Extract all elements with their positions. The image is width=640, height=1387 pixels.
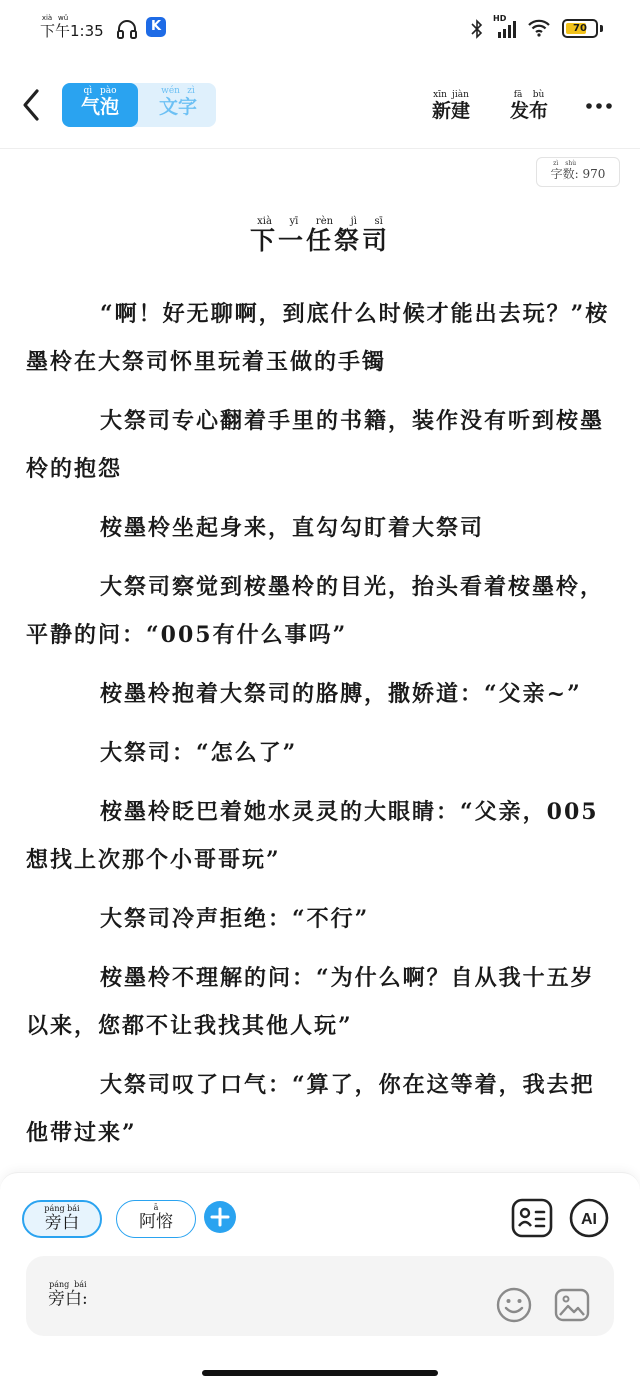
view-mode-tabs [62,83,216,127]
wifi-icon [527,18,551,38]
ai-assistant-icon[interactable] [569,1198,609,1238]
more-icon[interactable] [585,102,613,110]
composer-panel [0,1172,640,1387]
paragraph[interactable]: 桉墨柃抱着大祭司的胳膊，撒娇道：“父亲~” [100,681,582,707]
ai-label: AI [581,1211,597,1228]
paragraph[interactable]: 大祭司叹了口气：“算了，你在这等着，我去把他带过来” [26,1072,595,1146]
k-app-icon: K [146,17,166,37]
battery-tip [600,25,603,32]
message-input[interactable] [102,1278,482,1314]
bluetooth-icon [470,18,484,40]
message-input-box [26,1256,614,1336]
input-role-label: 旁白:páng bái [48,1280,88,1309]
paragraph[interactable]: 大祭司专心翻着手里的书籍，装作没有听到桉墨柃的抱怨 [26,408,605,482]
role-chip-aneng[interactable]: 阿愹ā [116,1200,196,1238]
role-chip-narrator[interactable]: 旁白páng bái [22,1200,102,1238]
emoji-icon[interactable] [495,1286,533,1324]
signal-icon [494,18,520,40]
battery-icon [562,19,598,38]
tab-bubble[interactable]: 气泡qì pào [62,83,138,127]
character-card-icon[interactable] [511,1198,553,1238]
word-count-badge: 字数:zì shù 970 [536,157,620,187]
publish-button[interactable]: 发布fā bù [510,90,549,122]
header-divider [0,148,640,149]
paragraph[interactable]: “啊！好无聊啊，到底什么时候才能出去玩？”桉墨柃在大祭司怀里玩着玉做的手镯 [26,301,610,375]
new-button[interactable]: 新建xīn jiàn [432,90,471,122]
paragraph[interactable]: 桉墨柃眨巴着她水灵灵的大眼睛：“父亲，005想找上次那个小哥哥玩” [26,799,599,873]
hd-label: HD [493,14,507,23]
top-bar [0,72,640,142]
status-bar [0,0,640,62]
battery-level: 70 [573,23,587,34]
status-time: 下午xià wǔ1:35 [40,14,104,40]
headset-icon [116,18,138,40]
document-body[interactable] [26,290,614,1168]
paragraph[interactable]: 大祭司：“怎么了” [100,740,298,766]
add-role-icon[interactable] [204,1201,236,1233]
back-icon[interactable] [18,86,46,124]
paragraph[interactable]: 大祭司冷声拒绝：“不行” [100,906,370,932]
paragraph[interactable]: 桉墨柃不理解的问：“为什么啊？自从我十五岁以来，您都不让我找其他人玩” [26,965,595,1039]
word-count-value: 970 [582,167,606,181]
tab-text[interactable]: 文字wén zì [158,86,197,118]
document-title[interactable]: 下一任祭司xià yī rèn jì sī [249,216,390,255]
paragraph[interactable]: 大祭司察觉到桉墨柃的目光，抬头看着桉墨柃，平静的问：“005有什么事吗” [26,574,605,648]
paragraph[interactable]: 桉墨柃坐起身来，直勾勾盯着大祭司 [100,515,485,541]
image-icon[interactable] [553,1286,591,1324]
home-indicator [202,1370,438,1376]
